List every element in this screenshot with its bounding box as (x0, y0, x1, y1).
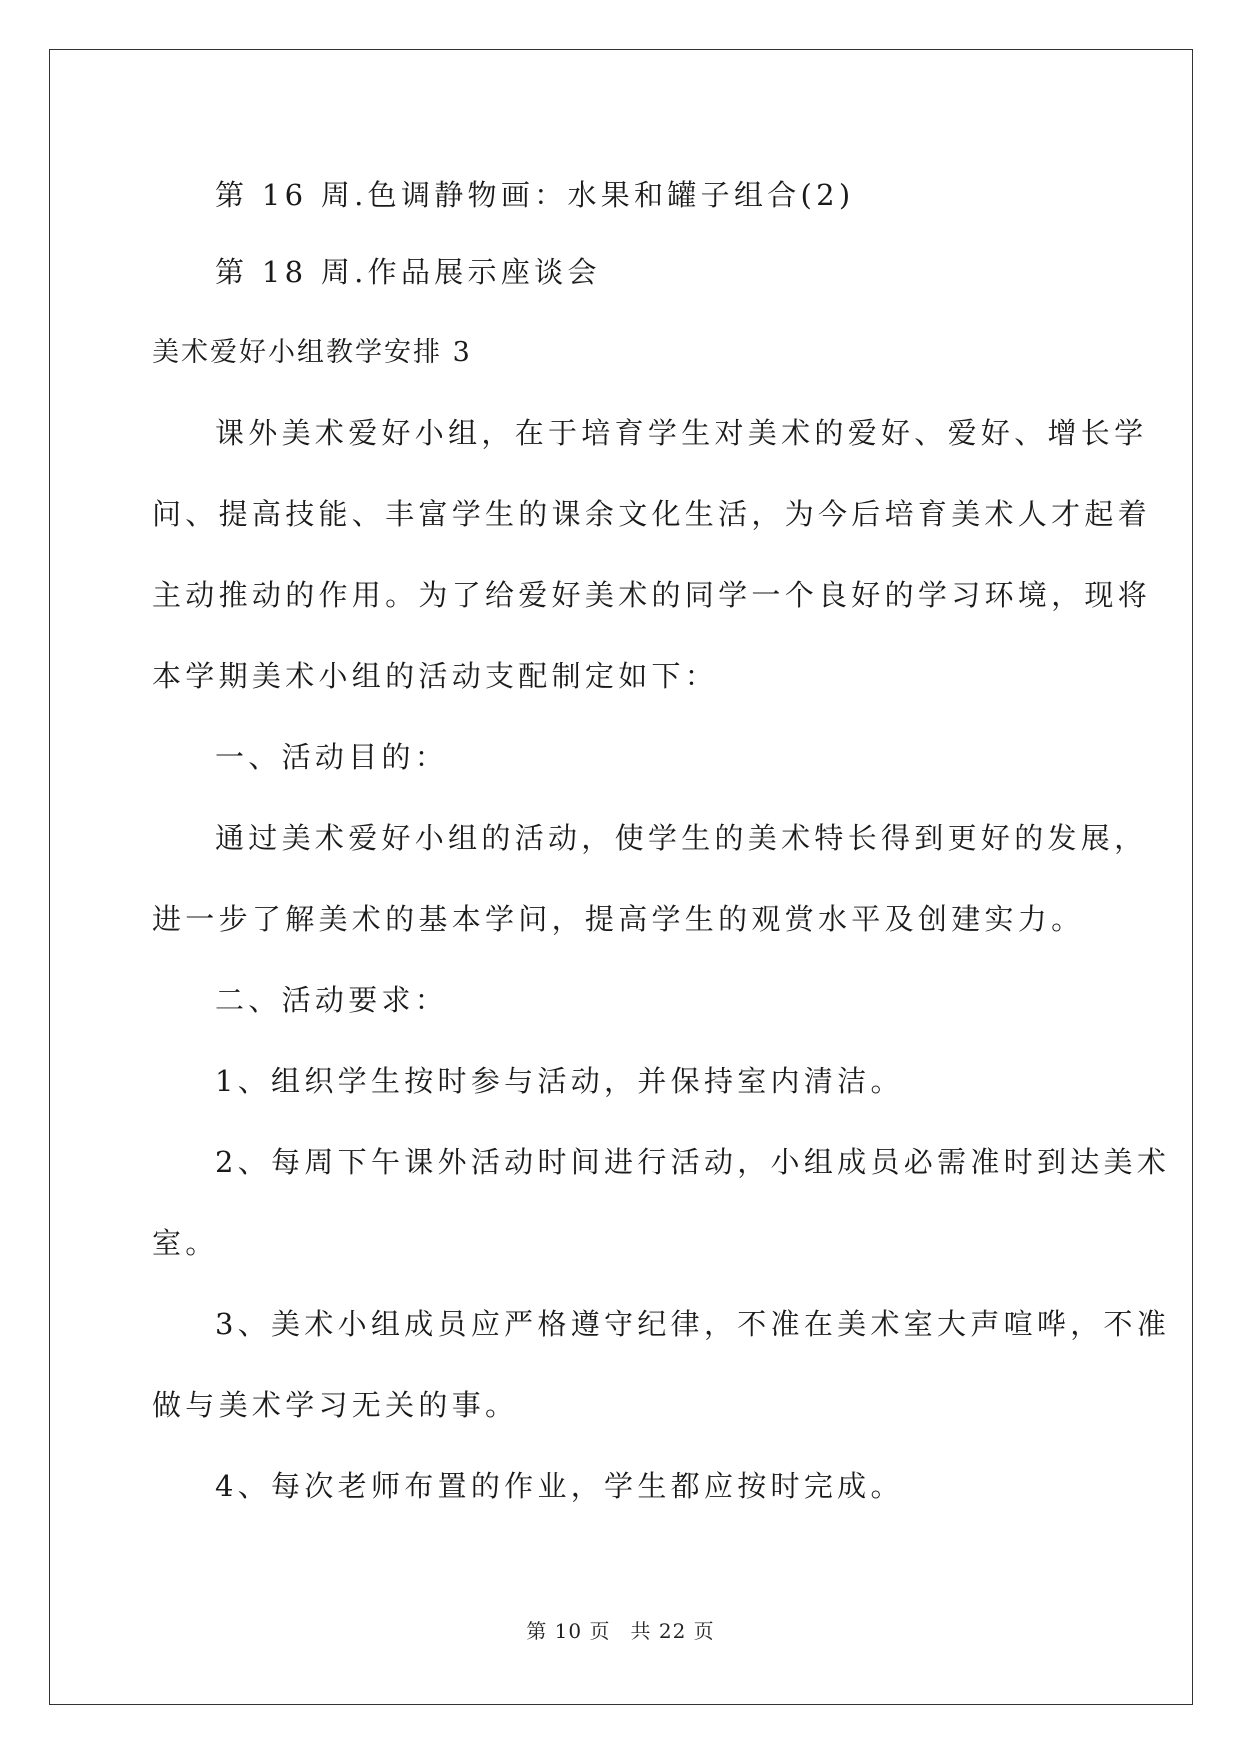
paragraph-line: 课外美术爱好小组，在于培育学生对美术的爱好、爱好、增长学 (215, 416, 1148, 450)
page-number: 第 10 页 (526, 1619, 611, 1643)
page-total: 共 22 页 (630, 1619, 715, 1643)
paragraph-line: 主动推动的作用。为了给爱好美术的同学一个良好的学习环境，现将 (152, 578, 1152, 612)
requirement-item-3-cont: 做与美术学习无关的事。 (152, 1388, 519, 1422)
requirements-heading: 二、活动要求： (215, 983, 449, 1017)
paragraph-line: 通过美术爱好小组的活动，使学生的美术特长得到更好的发展， (215, 821, 1148, 855)
week-16-line: 第 16 周.色调静物画：水果和罐子组合(2) (215, 178, 855, 212)
page-border (49, 49, 1193, 1705)
paragraph-line: 进一步了解美术的基本学问，提高学生的观赏水平及创建实力。 (152, 902, 1085, 936)
paragraph-line: 问、提高技能、丰富学生的课余文化生活，为今后培育美术人才起着 (152, 497, 1152, 531)
goal-heading: 一、活动目的： (215, 740, 449, 774)
requirement-item-1: 1、组织学生按时参与活动，并保持室内清洁。 (215, 1064, 904, 1098)
requirement-item-2-cont: 室。 (152, 1226, 219, 1260)
section-title: 美术爱好小组教学安排 3 (152, 337, 472, 368)
paragraph-line: 本学期美术小组的活动支配制定如下： (152, 659, 719, 693)
requirement-item-2: 2、每周下午课外活动时间进行活动，小组成员必需准时到达美术 (215, 1145, 1171, 1179)
week-18-line: 第 18 周.作品展示座谈会 (215, 255, 601, 289)
page-footer (0, 1618, 1241, 1644)
requirement-item-4: 4、每次老师布置的作业，学生都应按时完成。 (215, 1469, 904, 1503)
requirement-item-3: 3、美术小组成员应严格遵守纪律，不准在美术室大声喧哗，不准 (215, 1307, 1171, 1341)
